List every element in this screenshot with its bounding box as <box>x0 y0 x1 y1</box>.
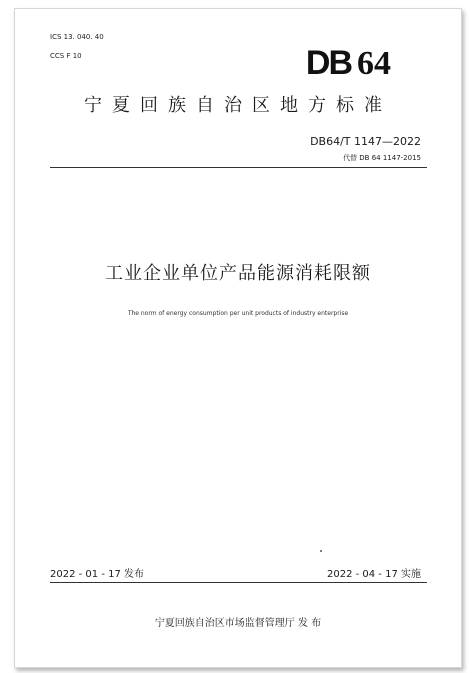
standard-number: DB64/T 1147—2022 <box>310 135 421 148</box>
top-divider <box>50 167 427 168</box>
db-logo-letters: DB <box>305 44 351 82</box>
ccs-code: CCS F 10 <box>50 52 82 60</box>
document-title: 工业企业单位产品能源消耗限额 <box>105 263 371 284</box>
standard-type-heading: 宁夏回族自治区地方标准 <box>84 95 392 116</box>
db-logo-number: 64 <box>357 45 391 82</box>
ics-code: ICS 13. 040. 40 <box>50 33 104 41</box>
document-page <box>14 8 462 668</box>
db-logo <box>306 43 391 84</box>
issuing-authority: 宁夏回族自治区市场监督管理厅 发 布 <box>154 618 322 629</box>
implement-date: 2022 - 04 - 17 实施 <box>326 569 421 580</box>
scan-speck <box>320 550 322 552</box>
publish-date: 2022 - 01 - 17 发布 <box>50 569 145 580</box>
bottom-divider <box>50 582 427 583</box>
document-subtitle-english: The norm of energy consumption per unit products of industry enterprise <box>127 310 349 317</box>
replaces-standard: 代替 DB 64 1147-2015 <box>343 154 421 162</box>
